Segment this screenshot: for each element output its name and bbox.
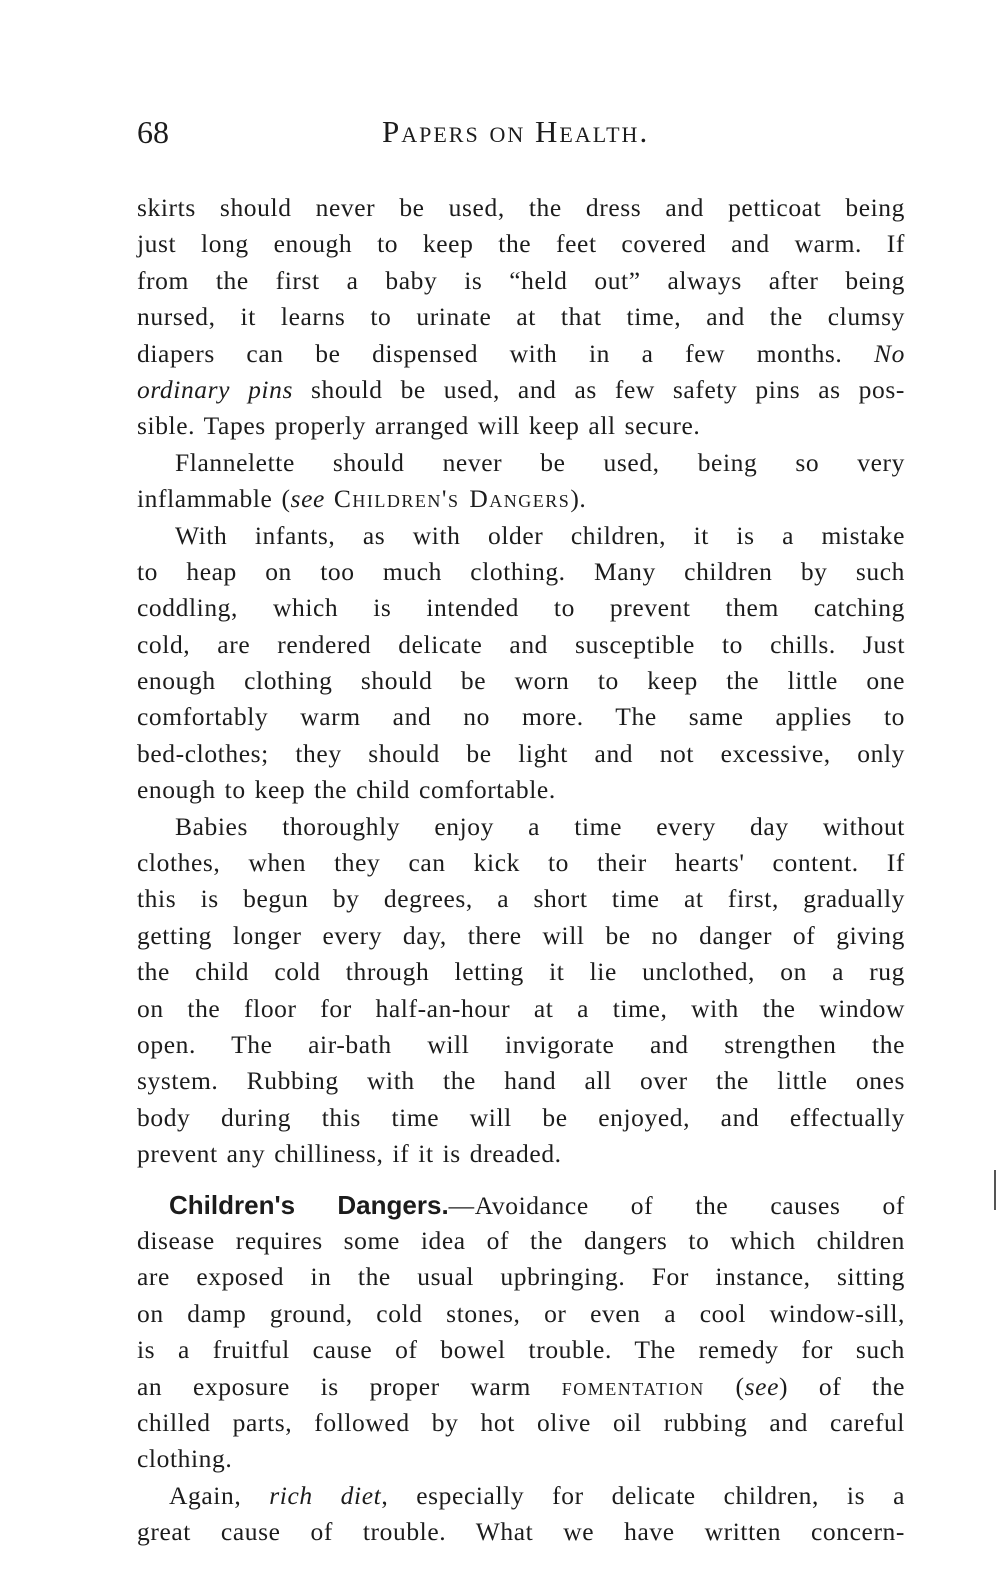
text-line: from the first a baby is “held out” always after being — [137, 265, 905, 295]
text-line: clothing. — [137, 1444, 233, 1474]
text-line — [137, 336, 905, 372]
italic-text: see — [290, 484, 325, 514]
paragraph-rich-diet — [137, 1478, 905, 1551]
text-line — [137, 1187, 905, 1223]
text-line: are exposed in the usual upbringing. For instance, sitting — [137, 1262, 905, 1292]
text-line: Flannelette should never be used, being so very — [175, 447, 905, 477]
page-body — [137, 190, 905, 1550]
text-run: Again, — [169, 1480, 242, 1510]
text-run: inflammable ( — [137, 484, 291, 514]
text-line: nursed, it learns to urinate at that time, and the clumsy — [137, 302, 905, 332]
text-line — [137, 1369, 905, 1405]
text-line: skirts should never be used, the dress and petticoat being — [137, 193, 905, 222]
italic-text: No — [874, 338, 905, 368]
text-line — [137, 1478, 905, 1514]
paragraph-swaddling — [137, 190, 905, 445]
paragraph-flannelette — [137, 445, 905, 518]
text-line — [137, 372, 905, 408]
text-run: should be used, and as few safety pins as pos- — [310, 374, 905, 404]
text-line: prevent any chilliness, if it is dreaded. — [137, 1139, 562, 1169]
text-line: open. The air-bath will invigorate and strengthen the — [137, 1029, 905, 1059]
text-run: an exposure is proper warm — [137, 1371, 531, 1401]
section-gap — [137, 1173, 905, 1187]
text-line: just long enough to keep the feet covered and warm. If — [137, 229, 905, 259]
text-run: ) of the — [779, 1371, 906, 1401]
paragraph-air-bath — [137, 809, 905, 1173]
page-header — [137, 112, 907, 156]
section-childrens-dangers — [137, 1187, 905, 1478]
text-line: on the floor for half-an-hour at a time, with the window — [137, 993, 905, 1023]
text-line: Babies thoroughly enjoy a time every day without — [175, 811, 905, 841]
text-line: cold, are rendered delicate and susceptible to chills. Just — [137, 629, 905, 659]
text-run: ). — [570, 484, 587, 514]
text-run: ( — [735, 1371, 745, 1401]
text-run: , especially for delicate children, is a — [381, 1480, 905, 1510]
text-line: the child cold through letting it lie unclothed, on a rug — [137, 957, 905, 987]
cross-reference: Children's Dangers — [333, 484, 571, 514]
text-line: coddling, which is intended to prevent them catching — [137, 593, 905, 623]
text-line: body during this time will be enjoyed, and effectually — [137, 1102, 905, 1132]
running-title: Papers on Health. — [382, 114, 650, 149]
text-line: comfortably warm and no more. The same applies to — [137, 702, 905, 732]
cross-reference: fomentation — [561, 1371, 705, 1401]
text-line: on damp ground, cold stones, or even a cool window-sill, — [137, 1298, 905, 1328]
text-line: disease requires some idea of the dangers to which children — [137, 1225, 905, 1255]
text-line: chilled parts, followed by hot olive oil rubbing and careful — [137, 1407, 905, 1437]
text-line: sible. Tapes properly arranged will keep all secure. — [137, 411, 701, 441]
text-line: great cause of trouble. What we have written concern- — [137, 1517, 905, 1547]
section-heading: Children's Dangers. — [169, 1189, 449, 1220]
italic-text: rich diet — [269, 1480, 382, 1510]
text-line: is a fruitful cause of bowel trouble. The remedy for such — [137, 1335, 905, 1365]
text-line: enough clothing should be worn to keep the little one — [137, 666, 905, 696]
page-number: 68 — [137, 114, 169, 150]
paragraph-clothing — [137, 518, 905, 809]
text-line: clothes, when they can kick to their hearts' content. If — [137, 848, 905, 878]
text-line: enough to keep the child comfortable. — [137, 775, 556, 805]
text-line: this is begun by degrees, a short time at first, gradually — [137, 884, 905, 914]
text-line: to heap on too much clothing. Many children by such — [137, 556, 905, 586]
scan-edge-mark — [994, 1170, 996, 1210]
text-run: diapers can be dispensed with in a few months. — [137, 338, 843, 368]
text-line: bed-clothes; they should be light and not excessive, only — [137, 738, 905, 768]
text-line: With infants, as with older children, it is a mistake — [175, 520, 905, 550]
italic-text: see — [744, 1371, 780, 1401]
text-line — [137, 481, 905, 517]
text-line: system. Rubbing with the hand all over the little ones — [137, 1066, 905, 1096]
text-line: getting longer every day, there will be no danger of giving — [137, 920, 905, 950]
text-run: —Avoidance of the causes of — [448, 1190, 905, 1220]
italic-text: ordinary pins — [137, 374, 293, 404]
